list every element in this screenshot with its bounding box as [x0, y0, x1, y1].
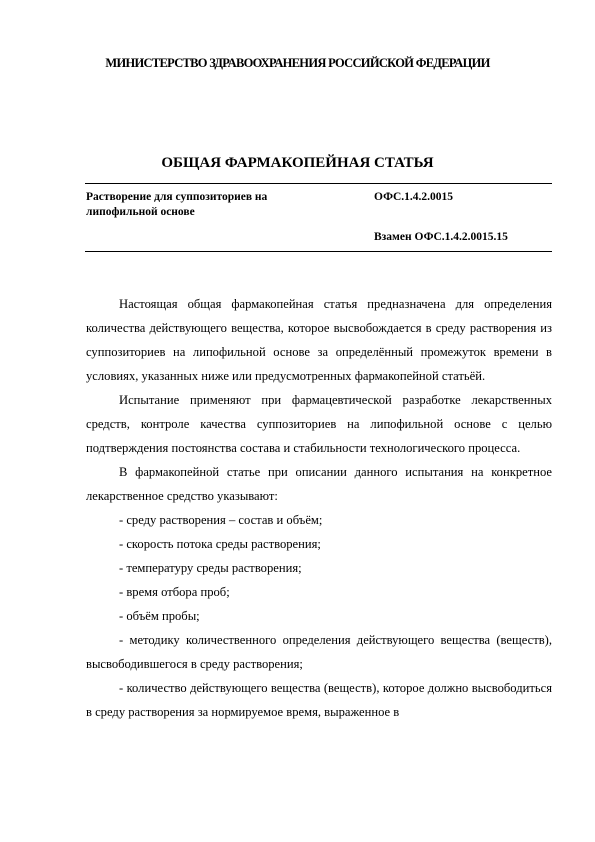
top-divider: [85, 183, 552, 184]
list-item: - температуру среды растворения;: [119, 561, 302, 575]
article-code: ОФС.1.4.2.0015: [374, 191, 454, 203]
article-subject: Растворение для суппозиториев на липофильной основе: [86, 191, 268, 218]
list-item: - объём пробы;: [119, 609, 200, 623]
paragraph-application: Испытание применяют при фармацевтической разработке лекарственных средств, контроле качества суппозиториев на липофильной основе с целью подтверждения постоянства состава и стабильности технологического процесса.: [86, 393, 552, 455]
list-item: - время отбора проб;: [119, 585, 230, 599]
paragraph-purpose: Настоящая общая фармакопейная статья предназначена для определения количества действующего вещества, которое высвобождается в среду растворения из суппозиториев на липофильной основе за определённый промежуток времени в условиях, указанных ниже или предусмотренных фармакопейной статьёй.: [86, 297, 552, 383]
list-item: - среду растворения – состав и объём;: [119, 513, 323, 527]
article-body: [86, 292, 552, 724]
ministry-heading: МИНИСТЕРСТВО ЗДРАВООХРАНЕНИЯ РОССИЙСКОЙ ФЕДЕРАЦИИ: [105, 56, 490, 70]
replaces-code: Взамен ОФС.1.4.2.0015.15: [374, 231, 508, 243]
article-type-title: ОБЩАЯ ФАРМАКОПЕЙНАЯ СТАТЬЯ: [161, 155, 434, 171]
list-item: - скорость потока среды растворения;: [119, 537, 321, 551]
paragraph-specification: В фармакопейной статье при описании данного испытания на конкретное лекарственное средство указывают:: [86, 465, 552, 503]
bottom-divider: [85, 251, 552, 252]
list-item: - методику количественного определения действующего вещества (веществ), высвободившегося в среду растворения;: [86, 633, 552, 671]
list-item: - количество действующего вещества (веществ), которое должно высвободиться в среду растворения за нормируемое время, выраженное в: [86, 681, 552, 719]
